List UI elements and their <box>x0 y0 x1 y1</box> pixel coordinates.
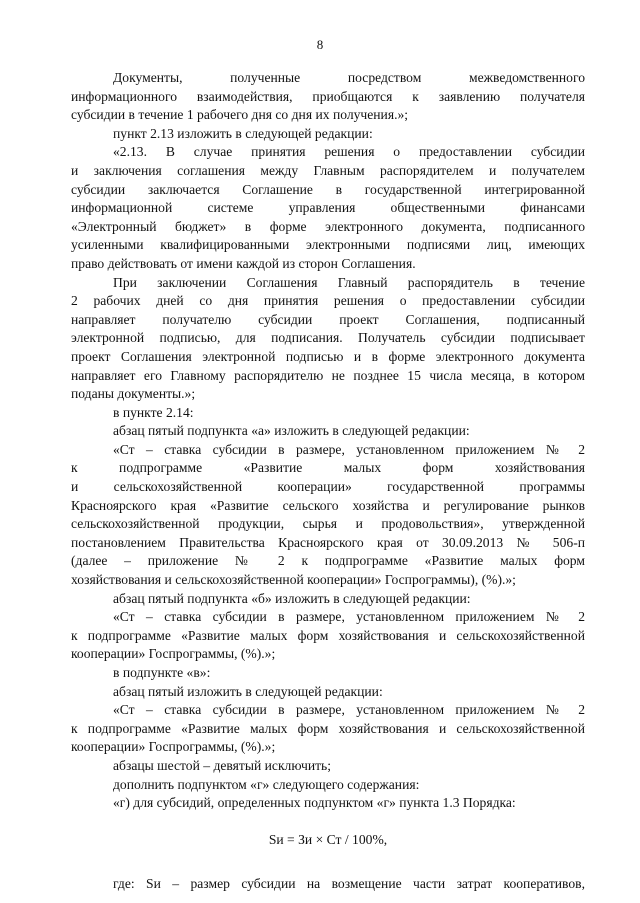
text-line: «Ст – ставка субсидии в размере, установленном приложением № 2 <box>113 609 585 625</box>
text-line: Документы, полученные посредством межведомственного <box>113 70 585 85</box>
text-line: к подпрограмме «Развитие малых форм хозяйствования <box>71 460 585 476</box>
text-line: «Электронный бюджет» в форме электронного документа, подписанного <box>71 218 585 234</box>
text-line: усиленными квалифицированными электронными подписями лиц, имеющих <box>71 237 585 253</box>
text-line: проект Соглашения электронной подписью и в форме электронного документа <box>71 348 585 364</box>
text-line: направляет его Главному распорядителю не позднее 15 числа месяца, в котором <box>71 367 585 383</box>
text-line: информационного взаимодействия, приобщаются к заявлению получателя <box>71 88 585 104</box>
text-line: и заключения соглашения между Главным распорядителем и получателем <box>71 162 585 178</box>
text-line: (далее – приложение № 2 к подпрограмме «Развитие малых форм <box>71 553 585 569</box>
text-line: информационной системе управления общественными финансами <box>71 200 585 216</box>
text-line: к подпрограмме «Развитие малых форм хозяйствования и сельскохозяйственной <box>71 627 585 643</box>
text-line: и сельскохозяйственной кооперации» государственной программы <box>71 479 585 495</box>
text-line: направляет получателю субсидии проект Соглашения, подписанный <box>71 311 585 327</box>
text-line: к подпрограмме «Развитие малых форм хозяйствования и сельскохозяйственной <box>71 720 585 736</box>
text-line: в пункте 2.14: <box>113 404 194 420</box>
text-line: поданы документы.»; <box>71 386 196 402</box>
text-line: пункт 2.13 изложить в следующей редакции: <box>113 125 373 141</box>
text-line: абзац пятый подпункта «б» изложить в следующей редакции: <box>113 590 471 606</box>
text-line: право действовать от имени каждой из сторон Соглашения. <box>71 255 416 271</box>
text-line: сельскохозяйственной продукции, сырья и продовольствия», утвержденной <box>71 516 585 532</box>
text-line: «Ст – ставка субсидии в размере, установленном приложением № 2 <box>113 441 585 457</box>
text-line: При заключении Соглашения Главный распорядитель в течение <box>113 274 585 290</box>
text-line: дополнить подпунктом «г» следующего содержания: <box>113 776 420 792</box>
text-line: абзац пятый изложить в следующей редакции: <box>113 683 383 699</box>
page-number: 8 <box>316 37 324 52</box>
text-line: «2.13. В случае принятия решения о предоставлении субсидии <box>113 144 585 160</box>
text-line: абзацы шестой – девятый исключить; <box>113 757 332 773</box>
text-line: 2 рабочих дней со дня принятия решения о предоставлении субсидии <box>71 293 585 309</box>
text-line: субсидии заключается Соглашение в государственной интегрированной <box>71 181 585 197</box>
text-line: хозяйствования и сельскохозяйственной кооперации» Госпрограммы), (%).»; <box>71 572 516 588</box>
text-line: кооперации» Госпрограммы, (%).»; <box>71 646 276 662</box>
text-line: кооперации» Госпрограммы, (%).»; <box>71 739 276 755</box>
text-line: электронной подписью, для подписания. Получатель субсидии подписывает <box>71 330 585 346</box>
text-line: в подпункте «в»: <box>113 665 211 680</box>
text-line: Красноярского края «Развитие сельского хозяйства и регулирование рынков <box>71 497 585 513</box>
text-line: «Ст – ставка субсидии в размере, установленном приложением № 2 <box>113 702 585 718</box>
text-line: субсидии в течение 1 рабочего дня со дня их получения.»; <box>71 107 409 123</box>
text-line: «г) для субсидий, определенных подпунктом «г» пункта 1.3 Порядка: <box>113 795 516 811</box>
text-line: абзац пятый подпункта «а» изложить в следующей редакции: <box>113 423 470 439</box>
text-line: где: Sи – размер субсидии на возмещение части затрат кооперативов, <box>113 876 585 892</box>
document-body <box>71 69 585 894</box>
formula: Sи = Зи × Ст / 100%, <box>268 831 388 847</box>
text-line: постановлением Правительства Красноярского края от 30.09.2013 № 506-п <box>71 534 585 550</box>
